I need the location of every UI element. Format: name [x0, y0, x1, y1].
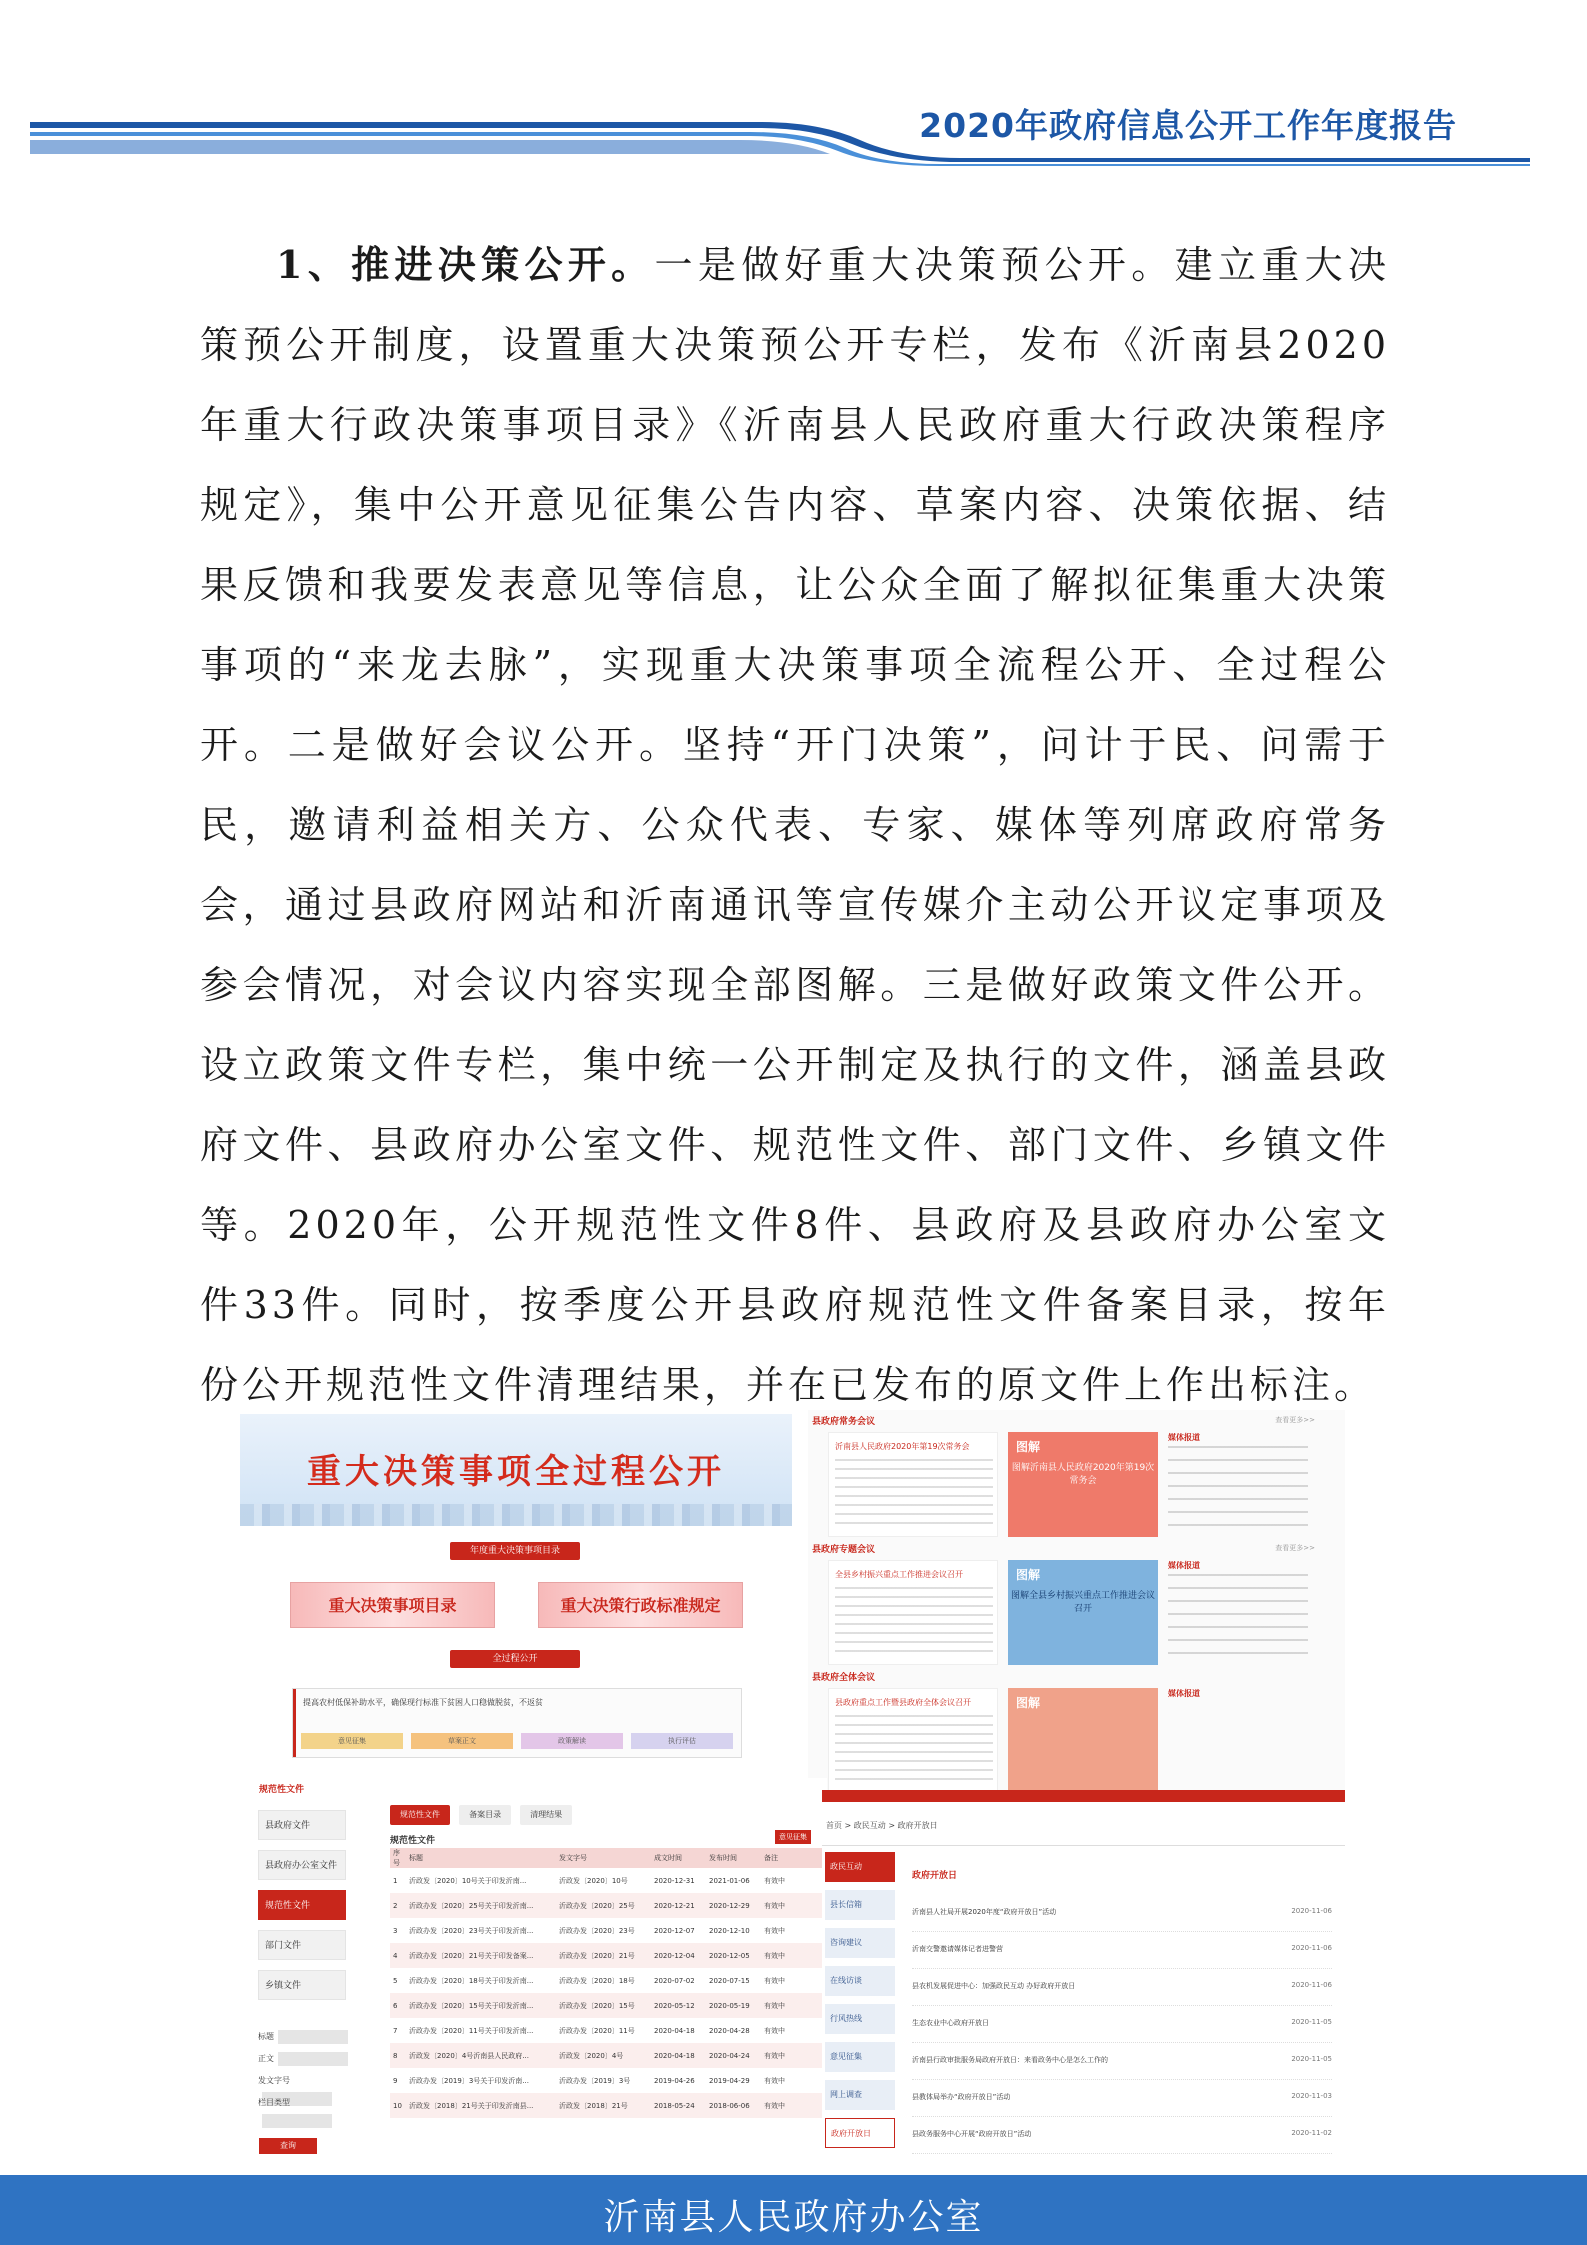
opinion-button[interactable]: 意见征集 [775, 1830, 811, 1844]
table-cell: 2020-12-21 [651, 1893, 706, 1918]
sidebar-item[interactable]: 行风热线 [825, 2004, 895, 2034]
table-cell: 有效中 [761, 2043, 822, 2068]
table-cell: 沂政办发〔2020〕11号关于印发沂南... [409, 2026, 534, 2035]
query-button[interactable]: 查询 [259, 2138, 317, 2154]
table-cell: 2020-12-04 [651, 1943, 706, 1968]
body-paragraph [200, 225, 1390, 1425]
table-cell: 有效中 [764, 2026, 785, 2035]
meeting-text-lines [835, 1715, 993, 1785]
sidebar-item[interactable]: 县政府文件 [258, 1810, 346, 1840]
chip-evaluation[interactable]: 执行评估 [631, 1733, 733, 1749]
meeting-title: 全县乡村振兴重点工作推进会议召开 [835, 1570, 963, 1579]
table-cell: 2020-04-18 [654, 2026, 695, 2035]
table-cell: 2021-01-06 [709, 1876, 750, 1885]
filter-label: 标题 [258, 2032, 274, 2041]
item-date: 2020-11-05 [1291, 2018, 1332, 2026]
media-list [1168, 1560, 1318, 1665]
illustration-tile[interactable] [1008, 1432, 1158, 1537]
sidebar-item[interactable]: 部门文件 [258, 1930, 346, 1960]
table-cell: 沂政办发〔2020〕25号 [556, 1893, 651, 1918]
decision-rules-button[interactable]: 重大决策行政标准规定 [538, 1582, 743, 1628]
table-row[interactable] [390, 1868, 822, 1893]
illustration-tile[interactable] [1008, 1688, 1158, 1790]
item-date: 2020-11-03 [1291, 2092, 1332, 2100]
item-title: 县政务服务中心开展“政府开放日”活动 [912, 2130, 1032, 2138]
doc-table [390, 1848, 822, 2118]
list-item[interactable] [912, 1932, 1332, 1969]
meeting-card[interactable] [828, 1688, 998, 1790]
table-cell: 2020-04-18 [651, 2043, 706, 2068]
table-cell: 有效中 [764, 1876, 785, 1885]
item-date: 2020-11-06 [1291, 1981, 1332, 1989]
title-input[interactable] [278, 2030, 348, 2044]
table-cell: 沂政发〔2020〕10号 [559, 1876, 628, 1885]
filter-label: 栏目类型 [258, 2098, 290, 2107]
table-cell: 沂政办发〔2020〕23号 [559, 1926, 635, 1935]
table-cell: 有效中 [764, 1976, 785, 1985]
sidebar-item[interactable]: 县长信箱 [825, 1890, 895, 1920]
table-cell: 2020-05-12 [651, 1993, 706, 2018]
section-title: 规范性文件 [259, 1785, 305, 1795]
table-cell: 沂政办发〔2019〕3号关于印发沂南... [409, 2076, 529, 2085]
table-cell: 2019-04-29 [709, 2076, 750, 2085]
table-cell: 2020-05-19 [706, 1993, 761, 2018]
table-cell: 2020-12-29 [706, 1893, 761, 1918]
media-title: 媒体报道 [1168, 1561, 1200, 1570]
media-list [1168, 1432, 1318, 1537]
table-cell: 7 [393, 2026, 398, 2035]
more-link[interactable]: 查看更多>> [1275, 1544, 1315, 1552]
section-title: 县政府常务会议 [812, 1417, 876, 1427]
item-title: 沂南县行政审批服务局政府开放日：来看政务中心是怎么工作的 [912, 2056, 1108, 2064]
chip-interpretation[interactable]: 政策解读 [521, 1733, 623, 1749]
list-item[interactable] [912, 2006, 1332, 2043]
body-input[interactable] [278, 2052, 348, 2066]
list-item[interactable] [912, 2043, 1332, 2080]
sidebar-item[interactable]: 咨询建议 [825, 1928, 895, 1958]
search-filters [258, 2028, 358, 2116]
item-date: 2020-11-06 [1291, 1944, 1332, 1952]
table-cell: 沂政办发〔2020〕15号关于印发沂南... [406, 1993, 556, 2018]
list-title: 政府开放日 [912, 1871, 958, 1881]
table-cell: 沂政发〔2020〕4号沂南县人民政府... [406, 2043, 556, 2068]
footer-bar [0, 2175, 1587, 2245]
report-title: 2020年政府信息公开工作年度报告 [919, 106, 1457, 145]
table-cell: 2020-04-28 [709, 2026, 750, 2035]
column-header: 发文字号 [556, 1848, 651, 1868]
notice-text[interactable]: 提高农村低保补助水平，确保现行标准下贫困人口稳做脱贫，不返贫 [303, 1698, 543, 1707]
table-cell: 沂政办发〔2020〕18号关于印发沂南... [409, 1976, 534, 1985]
item-date: 2020-11-02 [1291, 2129, 1332, 2137]
illustration-tile[interactable] [1008, 1560, 1158, 1665]
sidebar-item[interactable]: 在线访谈 [825, 1966, 895, 1996]
screenshot-open-day [822, 1790, 1345, 2162]
table-cell: 8 [390, 2043, 406, 2068]
divider [822, 1845, 1345, 1846]
table-cell: 3 [393, 1926, 398, 1935]
table-cell: 2 [390, 1893, 406, 1918]
list-item[interactable] [912, 2080, 1332, 2117]
notice-box [292, 1688, 742, 1758]
tab-cleanup[interactable]: 清理结果 [520, 1805, 572, 1825]
table-cell: 沂政发〔2020〕10号关于印发沂南... [409, 1876, 527, 1885]
sidebar-header: 政民互动 [825, 1852, 895, 1882]
table-cell: 沂政办发〔2020〕11号 [559, 2026, 635, 2035]
doc-tabs [390, 1802, 576, 1825]
item-title: 县教体局举办“政府开放日”活动 [912, 2093, 1011, 2101]
table-caption: 规范性文件 [390, 1836, 436, 1846]
table-cell: 有效中 [764, 2076, 785, 2085]
meeting-section [808, 1540, 1345, 1670]
meeting-title: 沂南县人民政府2020年第19次常务会 [835, 1442, 970, 1451]
site-topbar [822, 1790, 1345, 1802]
banner-title: 重大决策事项全过程公开 [307, 1452, 725, 1492]
table-cell: 9 [393, 2076, 398, 2085]
sidebar-item[interactable]: 网上调查 [825, 2080, 895, 2110]
meeting-section [808, 1412, 1345, 1542]
column-header: 发布时间 [706, 1848, 761, 1868]
decision-banner [240, 1414, 792, 1526]
table-cell: 2020-12-05 [706, 1943, 761, 1968]
footer-office: 沂南县人民政府办公室 [603, 2197, 984, 2238]
meeting-text-lines [835, 1459, 993, 1529]
table-cell: 1 [393, 1876, 398, 1885]
meeting-text-lines [835, 1587, 993, 1657]
sidebar-item[interactable]: 乡镇文件 [258, 1970, 346, 2000]
decision-catalog-button[interactable]: 重大决策事项目录 [290, 1582, 495, 1628]
paragraph-text: 一是做好重大决策预公开。建立重大决策预公开制度，设置重大决策预公开专栏，发布《沂南县2020年重大行政决策事项目录》《沂南县人民政府重大行政决策程序规定》，集中公开意见征集公告内容、草案内容、决策依据、结果反馈和我要发表意见等信息，让公众全面了解拟征集重大决策事项的“来龙去脉”，实现重大决策事项全流程公开、全过程公开。二是做好会议公开。坚持“开门决策”，问计于民、问需于民，邀请利益相关方、公众代表、专家、媒体等列席政府常务会，通过县政府网站和沂南通讯等宣传媒介主动公开议定事项及参会情况，对会议内容实现全部图解。三是做好政策文件公开。设立政策文件专栏，集中统一公开制定及执行的文件，涵盖县政府文件、县政府办公室文件、规范性文件、部门文件、乡镇文件等。2020年，公开规范性文件8件、县政府及县政府办公室文件33件。同时，按季度公开县政府规范性文件备案目录，按年份公开规范性文件清理结果，并在已发布的原文件上作出标注。 [200, 243, 1390, 1407]
table-row[interactable] [390, 2068, 822, 2093]
illustration-label: 图解 [1016, 1568, 1041, 1582]
media-lines [1168, 1446, 1308, 1532]
table-cell: 沂政发〔2020〕4号 [556, 2043, 651, 2068]
item-date: 2020-11-05 [1291, 2055, 1332, 2063]
tab-catalog[interactable]: 备案目录 [459, 1805, 511, 1825]
media-list [1168, 1688, 1318, 1790]
ribbon-full-process: 全过程公开 [450, 1650, 580, 1668]
table-row[interactable] [390, 2043, 822, 2068]
table-cell: 沂政办发〔2020〕21号 [556, 1943, 651, 1968]
chip-opinion[interactable]: 意见征集 [301, 1733, 403, 1749]
column-type-select[interactable] [262, 2114, 332, 2128]
item-date: 2020-11-06 [1291, 1907, 1332, 1915]
doc-sidebar [258, 1810, 346, 2010]
table-cell: 沂政办发〔2020〕21号关于印发备案... [406, 1943, 556, 1968]
notice-accent [293, 1689, 296, 1757]
screenshot-meetings [808, 1410, 1345, 1790]
table-cell: 2020-12-31 [654, 1876, 695, 1885]
media-title: 媒体报道 [1168, 1433, 1200, 1442]
table-row[interactable] [390, 2018, 822, 2043]
section-title: 县政府全体会议 [812, 1673, 876, 1683]
ribbon-annual-catalog: 年度重大决策事项目录 [450, 1542, 580, 1560]
media-title: 媒体报道 [1168, 1689, 1200, 1698]
table-cell: 2020-12-10 [709, 1926, 750, 1935]
table-cell: 2019-04-26 [654, 2076, 695, 2085]
media-lines [1168, 1574, 1308, 1660]
item-title: 县农机发展促进中心：加强政民互动 办好政府开放日 [912, 1982, 1076, 1990]
table-cell: 2020-04-24 [706, 2043, 761, 2068]
table-row[interactable] [390, 1943, 822, 1968]
meeting-section [808, 1668, 1345, 1790]
item-title: 沂南县人社局开展2020年度“政府开放日”活动 [912, 1908, 1057, 1916]
table-header [390, 1848, 822, 1868]
table-cell: 2018-05-24 [651, 2093, 706, 2118]
list-item[interactable] [912, 1895, 1332, 1932]
table-cell: 10 [390, 2093, 406, 2118]
table-cell: 5 [393, 1976, 398, 1985]
table-cell: 有效中 [764, 1926, 785, 1935]
sidebar-item[interactable]: 县政府办公室文件 [258, 1850, 346, 1880]
more-link[interactable]: 查看更多>> [1275, 1416, 1315, 1424]
banner-skyline [240, 1504, 792, 1526]
item-title: 沂南交警邀请媒体记者进警营 [912, 1945, 1003, 1953]
table-row[interactable] [390, 1893, 822, 1918]
table-cell: 沂政办发〔2020〕18号 [559, 1976, 635, 1985]
table-row[interactable] [390, 1918, 822, 1943]
open-day-list [912, 1895, 1332, 2154]
column-header: 序号 [390, 1848, 406, 1868]
filter-label: 正文 [258, 2054, 274, 2063]
table-cell: 沂政办发〔2020〕25号关于印发沂南... [406, 1893, 556, 1918]
illustration-caption: 图解全县乡村振兴重点工作推进会议召开 [1010, 1591, 1155, 1614]
table-cell: 沂政办发〔2019〕3号 [559, 2076, 631, 2085]
table-cell: 2020-07-02 [654, 1976, 695, 1985]
column-header: 成文时间 [651, 1848, 706, 1868]
table-cell: 沂政发〔2018〕21号关于印发沂南县... [406, 2093, 556, 2118]
table-cell: 4 [390, 1943, 406, 1968]
chip-draft[interactable]: 草案正文 [411, 1733, 513, 1749]
table-row[interactable] [390, 1968, 822, 1993]
table-cell: 有效中 [761, 1893, 822, 1918]
list-item[interactable] [912, 2117, 1332, 2154]
table-cell: 沂政办发〔2020〕15号 [556, 1993, 651, 2018]
table-cell: 沂政办发〔2020〕23号关于印发沂南... [409, 1926, 534, 1935]
illustration-caption: 图解沂南县人民政府2020年第19次常务会 [1011, 1463, 1155, 1486]
tab-normative[interactable]: 规范性文件 [390, 1805, 450, 1825]
illustration-label: 图解 [1016, 1696, 1041, 1710]
breadcrumb[interactable]: 首页 > 政民互动 > 政府开放日 [826, 1821, 938, 1830]
sidebar-item-active[interactable]: 政府开放日 [825, 2118, 895, 2148]
column-header: 标题 [406, 1848, 556, 1868]
table-cell: 2020-12-07 [654, 1926, 695, 1935]
meeting-card[interactable] [828, 1432, 998, 1537]
table-cell: 沂政发〔2018〕21号 [556, 2093, 651, 2118]
column-header: 备注 [761, 1848, 822, 1868]
table-cell: 6 [390, 1993, 406, 2018]
table-row[interactable] [390, 2093, 822, 2118]
table-cell: 有效中 [761, 1993, 822, 2018]
section-heading: 1、推进决策公开。 [276, 242, 655, 287]
sidebar-item[interactable]: 意见征集 [825, 2042, 895, 2072]
filter-label: 发文字号 [258, 2076, 290, 2085]
section-title: 县政府专题会议 [812, 1545, 876, 1555]
screenshot-decision-disclosure [240, 1410, 792, 1765]
table-cell: 有效中 [761, 1943, 822, 1968]
item-title: 生态农业中心政府开放日 [912, 2019, 989, 2027]
table-cell: 2018-06-06 [706, 2093, 761, 2118]
table-cell: 2020-07-15 [709, 1976, 750, 1985]
interaction-sidebar [825, 1852, 895, 2156]
list-item[interactable] [912, 1969, 1332, 2006]
table-row[interactable] [390, 1993, 822, 2018]
screenshot-normative-documents [255, 1778, 827, 2160]
table-cell: 有效中 [761, 2093, 822, 2118]
meeting-title: 县政府重点工作暨县政府全体会议召开 [835, 1698, 971, 1707]
illustration-label: 图解 [1016, 1440, 1041, 1454]
sidebar-item-active[interactable]: 规范性文件 [258, 1890, 346, 1920]
meeting-card[interactable] [828, 1560, 998, 1665]
